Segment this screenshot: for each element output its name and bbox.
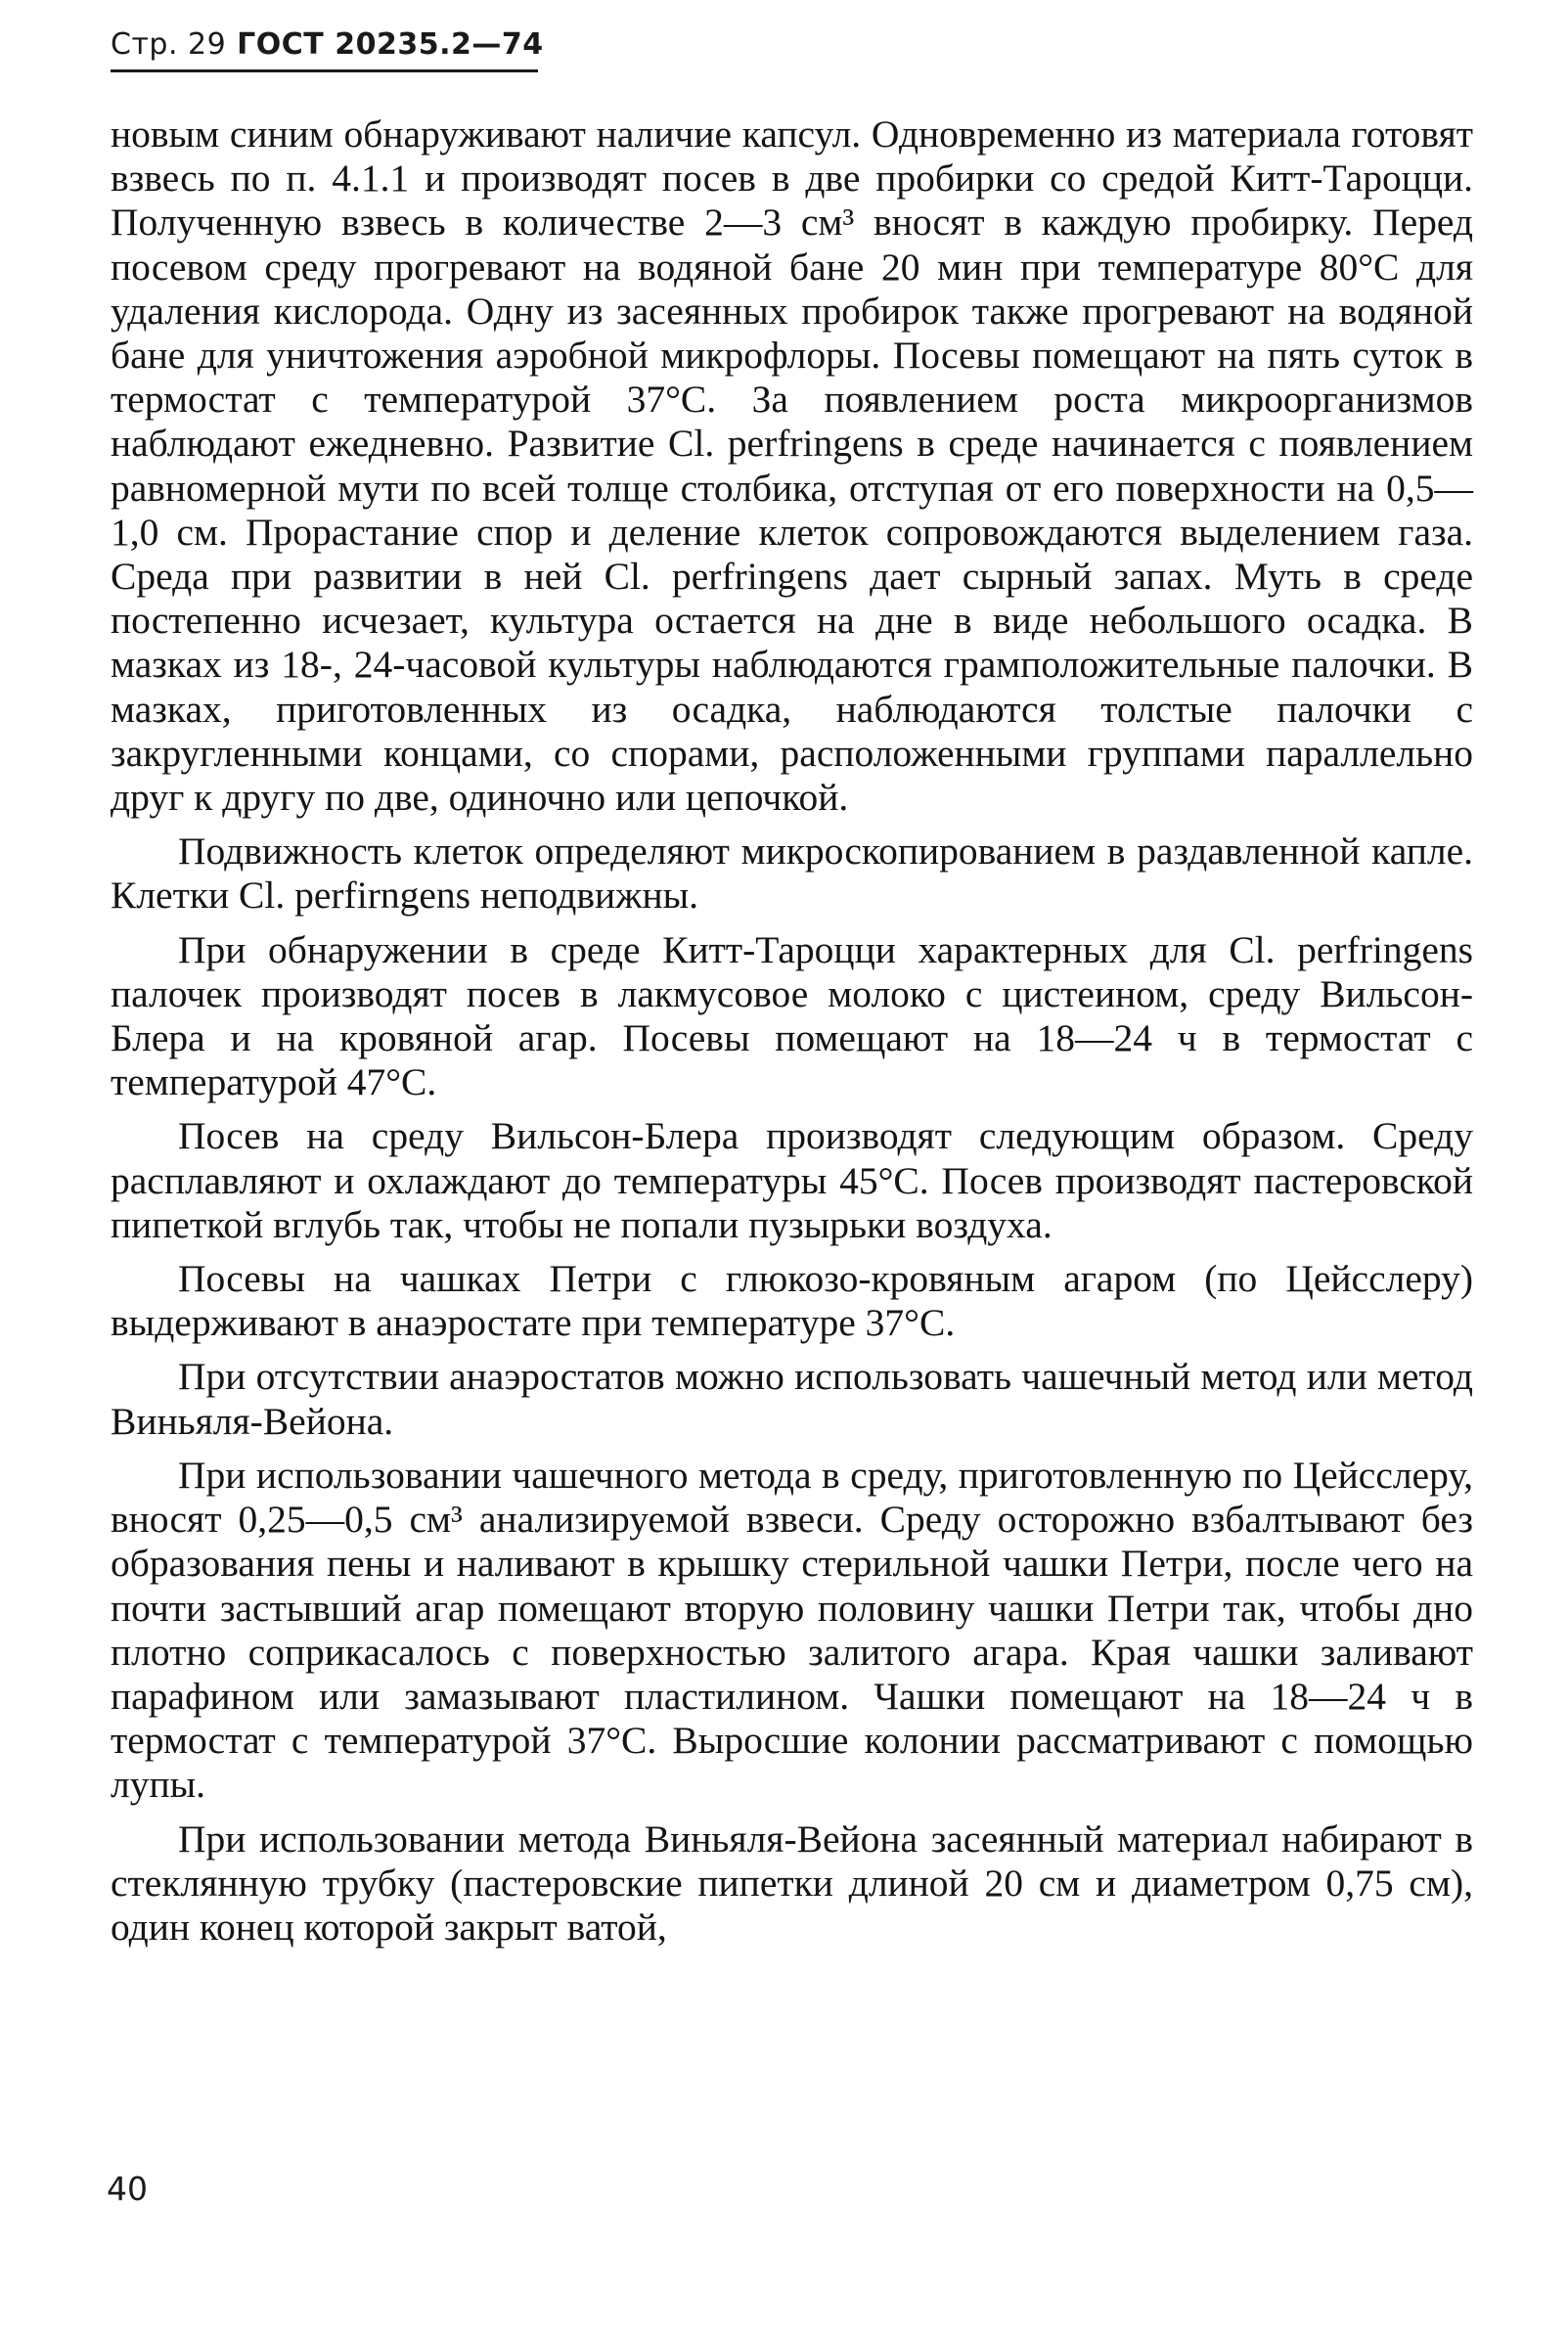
standard-number: ГОСТ 20235.2—74 [237,27,544,62]
header-rule [111,69,538,72]
running-header [111,27,544,62]
paragraph-wilson-blair: Посев на среду Вильсон-Блера производят следующим образом. Среду расплавляют и охлаждают до температуры 45°С. Посев производят пастеровской пипеткой вглубь так, чтобы не попали пузырьки воздуха. [111,1114,1473,1246]
paragraph-vignal-veillon: При использовании метода Виньяля-Вейона засеянный материал набирают в стеклянную трубку (пастеровские пипетки длиной 20 см и диаметром 0,75 см), один конец которой закрыт ватой, [111,1817,1473,1949]
paragraph-petri-dishes: Посевы на чашках Петри с глюкозо-кровяным агаром (по Цейсслеру) выдерживают в анаэростате при температуре 37°С. [111,1257,1473,1345]
paragraph-motility: Подвижность клеток определяют микроскопированием в раздавленной капле. Клетки Cl. perfirngens неподвижны. [111,830,1473,918]
body-text [111,112,1473,1950]
paragraph-kitt-tarozzi: При обнаружении в среде Китт-Тароцци характерных для Cl. perfringens палочек производят посев в лакмусовое молоко с цистеином, среду Вильсон-Блера и на кровяной агар. Посевы помещают на 18—24 ч в термостат с температурой 47°С. [111,927,1473,1104]
page-label: Стр. 29 [111,27,227,62]
page-number: 40 [107,2170,148,2208]
paragraph-no-anaerostat: При отсутствии анаэростатов можно использовать чашечный метод или метод Виньяля-Вейона. [111,1355,1473,1443]
paragraph-continuation: новым синим обнаруживают наличие капсул. Одновременно из материала готовят взвесь по п. 4.1.1 и производят посев в две пробирки со средой Китт-Тароцци. Полученную взвесь в количестве 2—3 см³ вносят в каждую пробирку. Перед посевом среду прогревают на водяной бане 20 мин при температуре 80°С для удаления кислорода. Одну из засеянных пробирок также прогревают на водяной бане для уничтожения аэробной микрофлоры. Посевы помещают на пять суток в термостат с температурой 37°С. За появлением роста микроорганизмов наблюдают ежедневно. Развитие Cl. perfringens в среде начинается с появлением равномерной мути по всей толще столбика, отступая от его поверхности на 0,5—1,0 см. Прорастание спор и деление клеток сопровождаются выделением газа. Среда при развитии в ней Cl. perfringens дает сырный запах. Муть в среде постепенно исчезает, культура остается на дне в виде небольшого осадка. В мазках из 18-, 24-часовой культуры наблюдаются грамположительные палочки. В мазках, приготовленных из осадка, наблюдаются толстые палочки с закругленными концами, со спорами, расположенными группами параллельно друг к другу по две, одиночно или цепочкой. [111,112,1473,820]
paragraph-dish-method: При использовании чашечного метода в среду, приготовленную по Цейсслеру, вносят 0,25—0,5 см³ анализируемой взвеси. Среду осторожно взбалтывают без образования пены и наливают в крышку стерильной чашки Петри, после чего на почти застывший агар помещают вторую половину чашки Петри так, чтобы дно плотно соприкасалось с поверхностью залитого агара. Края чашки заливают парафином или замазывают пластилином. Чашки помещают на 18—24 ч в термостат с температурой 37°С. Выросшие колонии рассматривают с помощью лупы. [111,1453,1473,1807]
